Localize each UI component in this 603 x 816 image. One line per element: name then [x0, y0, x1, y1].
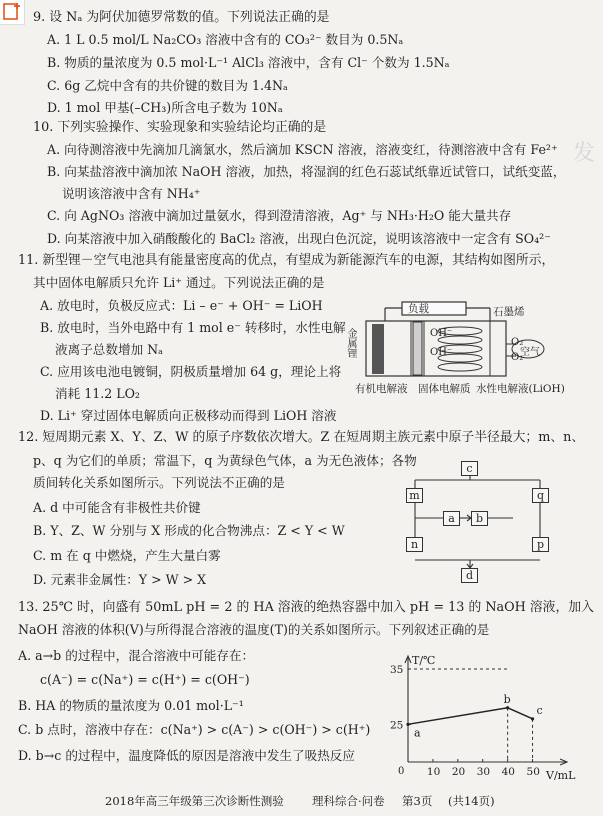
q9-option-d: D. 1 mol 甲基(–CH₃)所含电子数为 10Nₐ: [47, 100, 283, 115]
chart-y-tick-label: 25: [390, 719, 404, 732]
chart-x-tick-label: 10: [426, 766, 441, 778]
battery-organic-label: 有机电解液: [355, 383, 408, 395]
node-m: m: [406, 488, 423, 503]
node-a: a: [443, 511, 460, 526]
chart-point-b: [506, 706, 509, 709]
node-b: b: [471, 511, 488, 526]
footer-total: (共14页): [448, 794, 495, 808]
chart-series-line: [408, 708, 533, 725]
chart-x-tick-label: 30: [476, 766, 491, 778]
chart-y-tick-label: 35: [390, 664, 404, 677]
add-note-icon[interactable]: [0, 0, 25, 25]
q11-option-c-cont: 消耗 11.2 LO₂: [55, 386, 140, 401]
q13-option-a-eq: c(A⁻) = c(Na⁺) = c(H⁺) = c(OH⁻): [40, 672, 250, 687]
node-p: p: [532, 537, 549, 552]
temperature-chart: [370, 650, 580, 780]
chart-x-label: V/mL: [546, 769, 576, 780]
q11-option-d: D. Li⁺ 穿过固体电解质向正极移动而得到 LiOH 溶液: [40, 408, 337, 423]
q9-option-c: C. 6g 乙烷中含有的共价键的数目为 1.4Nₐ: [47, 78, 288, 93]
chart-point-label-c: c: [536, 703, 543, 717]
battery-solid-label: 固体电解质: [418, 383, 471, 395]
q13-option-c: C. b 点时，溶液中存在：c(Na⁺) > c(A⁻) > c(OH⁻) > c(H⁺): [18, 722, 371, 737]
battery-oh-label-2: OH⁻: [430, 347, 453, 358]
q12-stem: 12. 短周期元素 X、Y、Z、W 的原子序数依次增大。Z 在短周期主族元素中原子半径最大；m、n、: [18, 430, 585, 445]
chart-x-tick-label: 40: [501, 766, 516, 778]
node-c: c: [461, 461, 478, 476]
battery-oh-label-1: OH⁻: [430, 328, 453, 339]
q11-option-c: C. 应用该电池电镀铜，阴极质量增加 64 g，理论上将: [40, 364, 342, 379]
q10-stem: 10. 下列实验操作、实验现象和实验结论均正确的是: [33, 120, 327, 135]
q10-option-a: A. 向待测溶液中先滴加几滴氯水，然后滴加 KSCN 溶液，溶液变红，待测溶液中含有 Fe²⁺: [47, 142, 558, 157]
q10-option-b-cont: 说明该溶液中含有 NH₄⁺: [62, 186, 201, 201]
q9-option-b: B. 物质的量浓度为 0.5 mol·L⁻¹ AlCl₃ 溶液中，含有 Cl⁻ 个数为 1.5Nₐ: [47, 55, 450, 70]
q12-stem-cont: p、q 为它们的单质；常温下，q 为黄绿色气体，a 为无色液体；各物: [33, 453, 417, 468]
q9-option-a: A. 1 L 0.5 mol/L Na₂CO₃ 溶液中含有的 CO₃²⁻ 数目为 0.5Nₐ: [47, 32, 404, 47]
q9-stem: 9. 设 Nₐ 为阿伏加德罗常数的值。下列说法正确的是: [33, 10, 330, 25]
footer-exam: 2018年高三年级第三次诊断性测验: [105, 794, 284, 808]
q11-option-a: A. 放电时，负极反应式：Li – e⁻ + OH⁻ = LiOH: [40, 298, 323, 313]
q13-option-d: D. b→c 的过程中，温度降低的原因是溶液中发生了吸热反应: [18, 748, 355, 763]
battery-graphene-label: 石墨烯: [493, 306, 525, 318]
q13-stem: 13. 25℃ 时，向盛有 50mL pH = 2 的 HA 溶液的绝热容器中加入 pH = 13 的 NaOH 溶液，加入: [18, 600, 594, 615]
chart-y-label: T/℃: [412, 654, 436, 667]
q10-option-b: B. 向某盐溶液中滴加浓 NaOH 溶液，加热，将湿润的红色石蕊试纸靠近试管口，试纸变蓝，: [47, 164, 566, 179]
chart-point-label-b: b: [503, 692, 511, 706]
q10-option-c: C. 向 AgNO₃ 溶液中滴加过量氨水，得到澄清溶液，Ag⁺ 与 NH₃·H₂O 能大量共存: [47, 208, 512, 223]
footer-subject: 理科综合·问卷: [312, 794, 385, 808]
chart-x-tick-label: 50: [526, 766, 540, 778]
battery-o2-label-1: O₂: [511, 337, 524, 348]
q11-stem-cont: 其中固体电解质只允许 Li⁺ 通过。下列说法正确的是: [33, 275, 325, 290]
battery-aqueous-label: 水性电解液(LiOH): [476, 383, 565, 395]
chart-point-a: [406, 723, 409, 726]
q12-option-d: D. 元素非金属性：Y > W > X: [33, 572, 207, 587]
watermark-text: 发: [572, 141, 595, 166]
chart-point-label-a: a: [414, 726, 421, 740]
q12-stem-cont2: 质间转化关系如图所示。下列说法不正确的是: [33, 475, 285, 490]
q10-option-d: D. 向某溶液中加入硝酸酸化的 BaCl₂ 溶液，出现白色沉淀，说明该溶液中一定含有 SO₄²⁻: [47, 231, 551, 246]
node-q: q: [532, 488, 549, 503]
q11-option-b: B. 放电时，当外电路中有 1 mol e⁻ 转移时，水性电解: [40, 320, 346, 335]
q11-stem: 11. 新型锂－空气电池具有能量密度高的优点，有望成为新能源汽车的电源，其结构如图所示，: [18, 253, 555, 268]
battery-o2-label-2: O₂: [511, 352, 524, 363]
q12-option-c: C. m 在 q 中燃烧，产生大量白雾: [33, 548, 221, 563]
q13-stem-cont: NaOH 溶液的体积(V)与所得混合溶液的温度(T)的关系如图所示。下列叙述正确的是: [18, 622, 490, 637]
chart-x-tick-label: 20: [451, 766, 466, 778]
q13-option-b: B. HA 的物质的量浓度为 0.01 mol·L⁻¹: [18, 698, 244, 713]
q13-option-a: A. a→b 的过程中，混合溶液中可能存在：: [18, 648, 255, 663]
battery-metal-li-label: 金属锂: [345, 328, 356, 358]
battery-air-label: 空气: [520, 347, 540, 358]
q12-option-a: A. d 中可能含有非极性共价键: [33, 500, 201, 515]
q11-option-b-cont: 液离子总数增加 Nₐ: [55, 342, 164, 357]
node-n: n: [406, 537, 423, 552]
footer-page: 第3页: [402, 794, 433, 808]
q12-option-b: B. Y、Z、W 分别与 X 形成的化合物沸点：Z < Y < W: [33, 523, 345, 538]
chart-origin-label: 0: [398, 766, 405, 777]
node-d: d: [461, 568, 478, 583]
chart-point-c: [531, 717, 534, 720]
battery-load-label: 负载: [408, 303, 429, 315]
